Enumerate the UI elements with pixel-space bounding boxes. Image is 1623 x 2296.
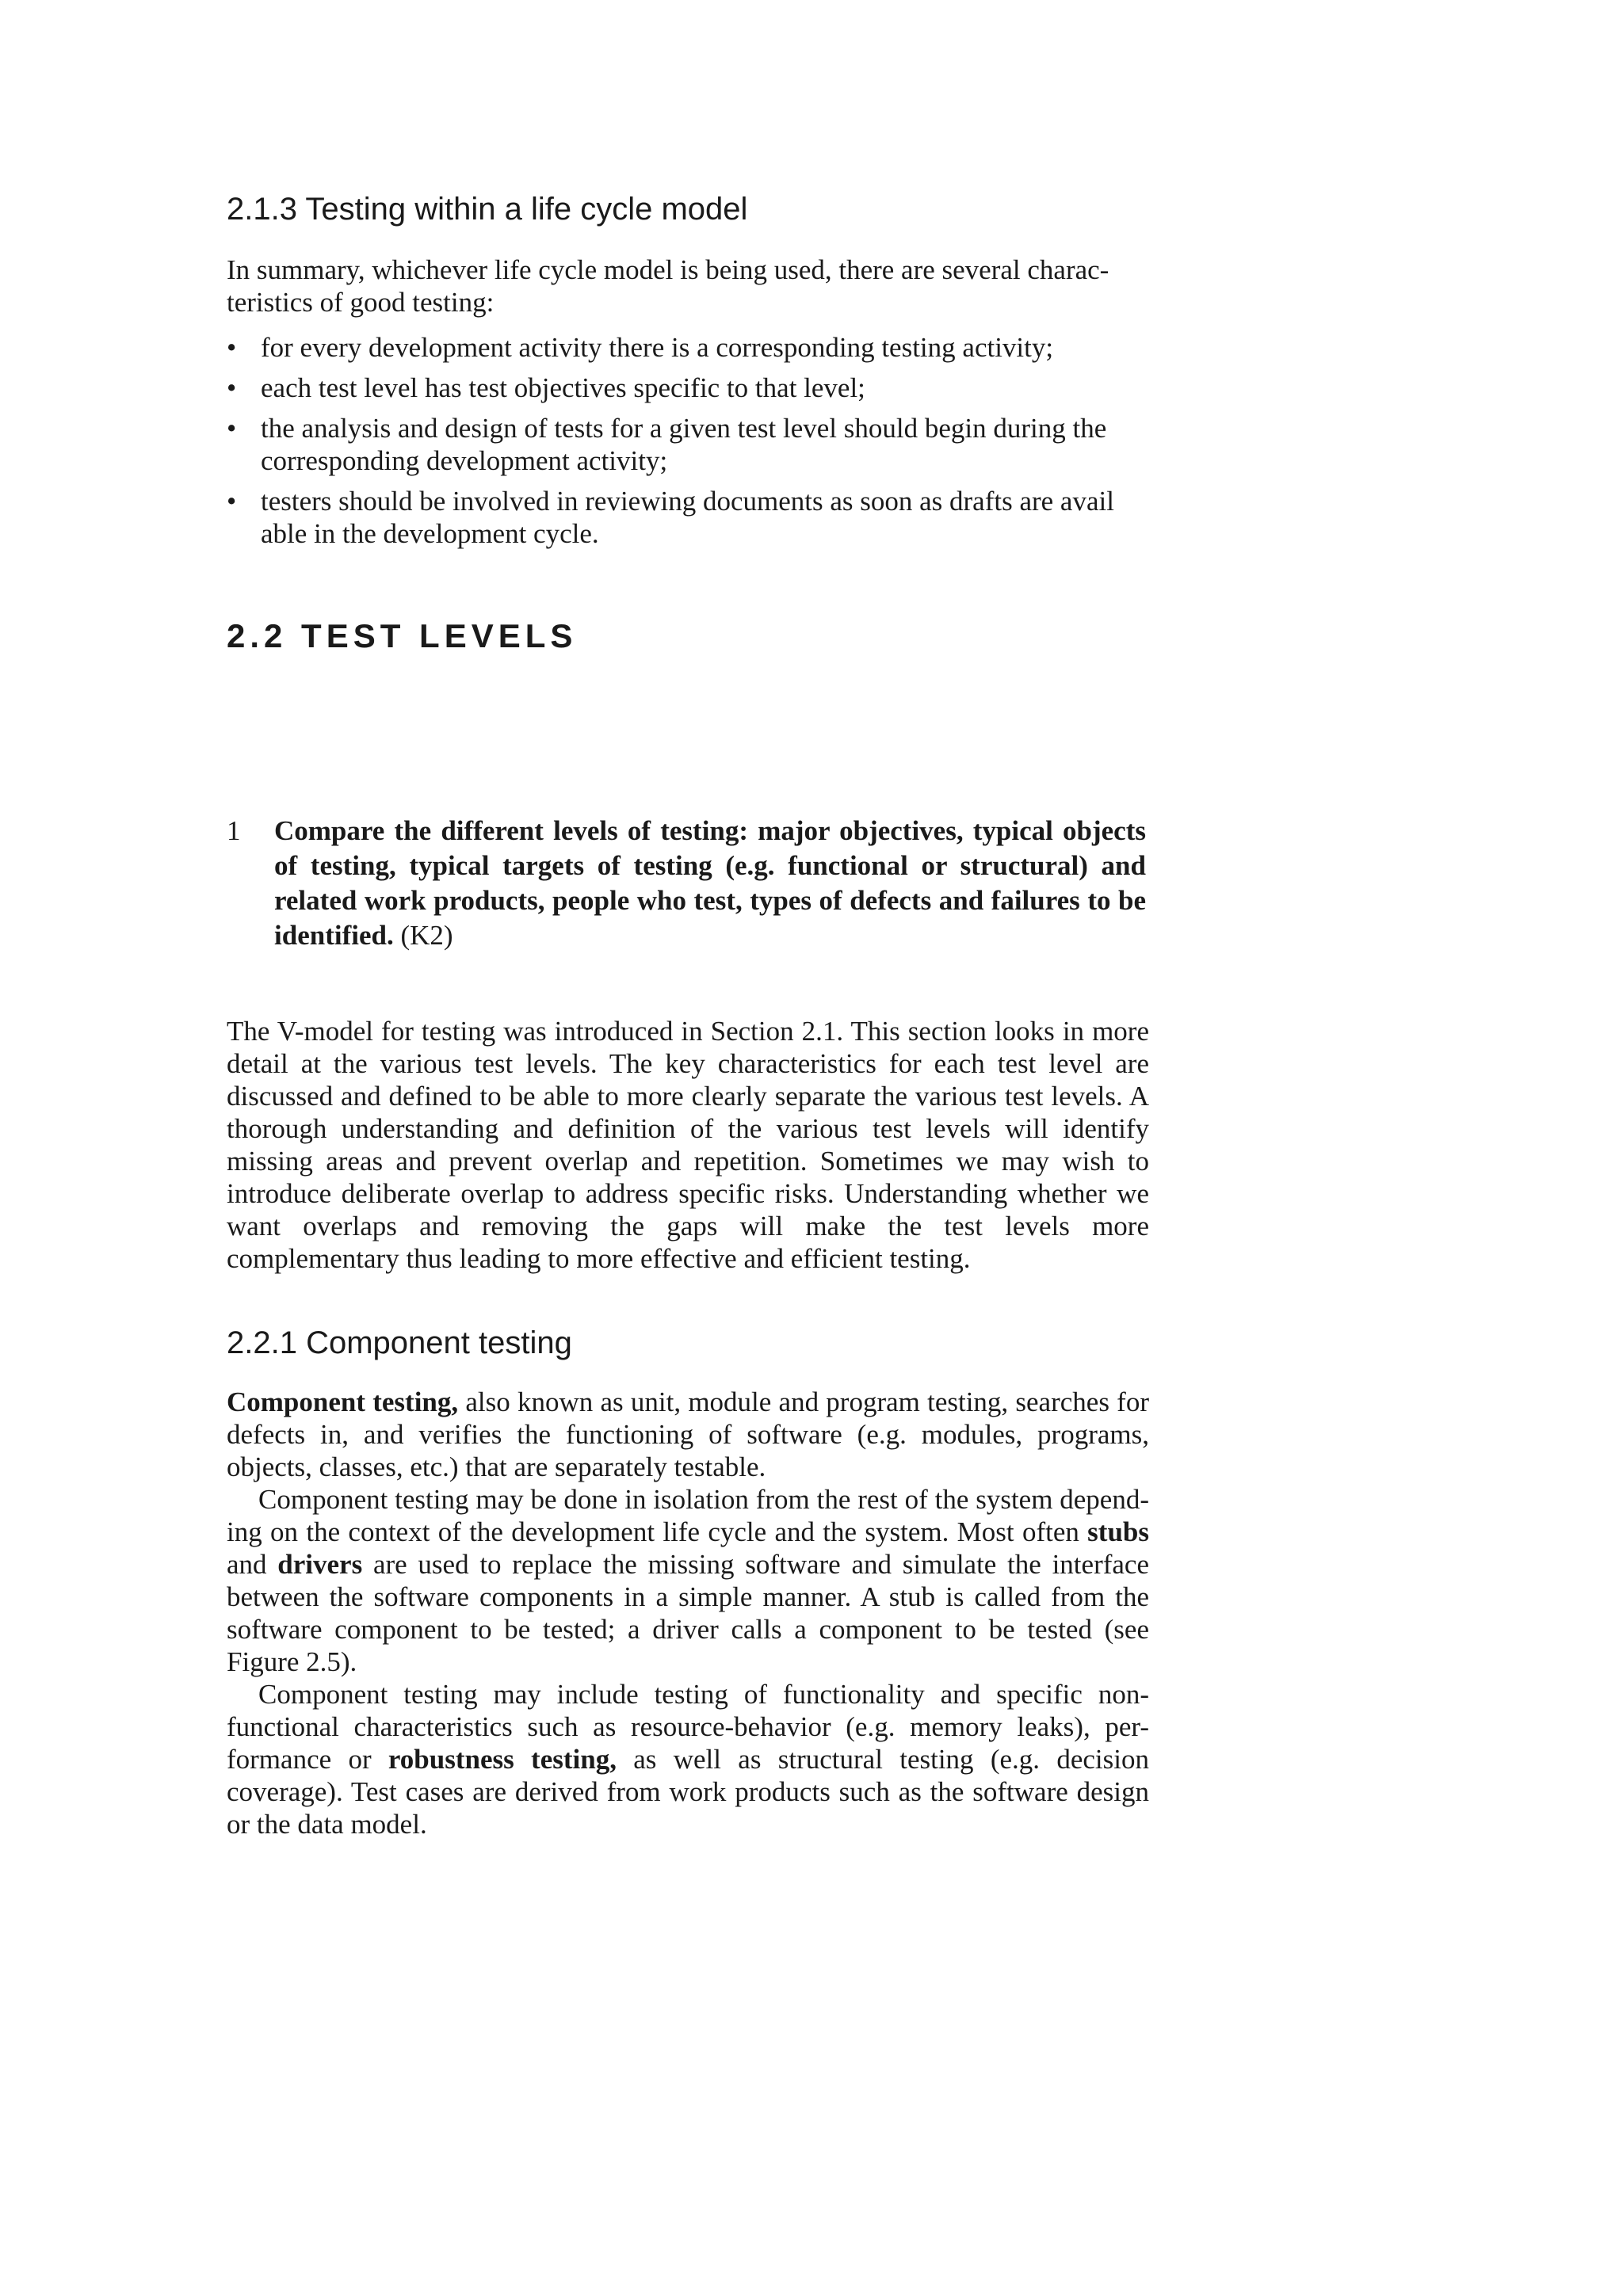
component-testing-paragraph-1 <box>227 1386 1149 1483</box>
bullet-icon: • <box>227 372 237 403</box>
bullet-item <box>227 412 1127 477</box>
bullet-text: for every development activity there is a corresponding testing activity; <box>261 332 1054 363</box>
good-testing-bullet-list <box>227 331 1127 550</box>
intro-line-2: teristics of good testing: <box>227 287 495 318</box>
p2-text-c: are used to replace the missing software and simulate the interface between the software components in a simple manner. A stub is called from the software component to be tested; a driver calls a component to be tested (see Figure 2.5). <box>227 1549 1149 1677</box>
section-2-1-3-intro <box>227 254 1127 318</box>
bullet-icon: • <box>227 486 237 517</box>
p3-text-b: as well as structural testing (e.g. decision coverage). Test cases are derived from work products such as the software design or the data model. <box>227 1744 1149 1840</box>
bullet-item <box>227 485 1127 550</box>
intro-line-1: In summary, whichever life cycle model is being used, there are several charac- <box>227 254 1109 285</box>
p2-text-a: Component testing may be done in isolation from the rest of the system depend-ing on the context of the development life cycle and the system. Most often <box>227 1484 1149 1547</box>
p3-text-a: Component testing may include testing of functionality and specific non-functional characteristics such as resource-behavior (e.g. memory leaks), per-formance or <box>227 1679 1149 1775</box>
objective-bold-text: Compare the different levels of testing: major objectives, typical objects of testing, typical targets of testing (e.g. functional or structural) and related work products, people who test, types of defects and failures to be identified. <box>274 815 1146 951</box>
term-stubs: stubs <box>1087 1516 1149 1547</box>
bullet-icon: • <box>227 413 237 444</box>
section-heading-2-2: 2.2 TEST LEVELS <box>227 617 578 654</box>
bullet-text: testers should be involved in reviewing documents as soon as drafts are avail able in the development cycle. <box>261 486 1114 549</box>
p1-text: also known as unit, module and program testing, searches for defects in, and verifies the functioning of software (e.g. modules, programs, objects, classes, etc.) that are separately testable. <box>227 1386 1149 1482</box>
term-drivers: drivers <box>277 1549 363 1580</box>
component-testing-paragraph-3 <box>227 1678 1149 1840</box>
bullet-text: the analysis and design of tests for a given test level should begin during the corresponding development activity; <box>261 413 1107 476</box>
learning-objective <box>227 814 1146 953</box>
component-testing-paragraph-2 <box>227 1483 1149 1678</box>
bullet-text: each test level has test objectives specific to that level; <box>261 372 865 403</box>
bullet-icon: • <box>227 332 237 363</box>
bullet-item <box>227 331 1127 364</box>
objective-level: (K2) <box>400 920 453 951</box>
page-content <box>227 190 1149 1840</box>
test-levels-intro-paragraph: The V-model for testing was introduced in Section 2.1. This section looks in more detail at the various test levels. The key characteristics for each test level are discussed and defined to be able to more clearly separate the various test levels. A thorough understanding and definition of the various test levels will identify missing areas and prevent overlap and repetition. Sometimes we may wish to introduce deliberate overlap to address specific risks. Understanding whether we want overlaps and removing the gaps will make the test levels more complementary thus leading to more effective and efficient testing. <box>227 1016 1149 1274</box>
learning-objective-text <box>227 814 1146 953</box>
section-heading-2-1-3: 2.1.3 Testing within a life cycle model <box>227 192 748 227</box>
term-robustness-testing: robustness testing, <box>388 1744 617 1775</box>
p2-text-b: and <box>227 1549 278 1580</box>
section-heading-2-2-1: 2.2.1 Component testing <box>227 1325 572 1360</box>
term-component-testing: Component testing, <box>227 1386 459 1417</box>
objective-number: 1 <box>227 815 241 846</box>
bullet-item <box>227 372 1127 404</box>
